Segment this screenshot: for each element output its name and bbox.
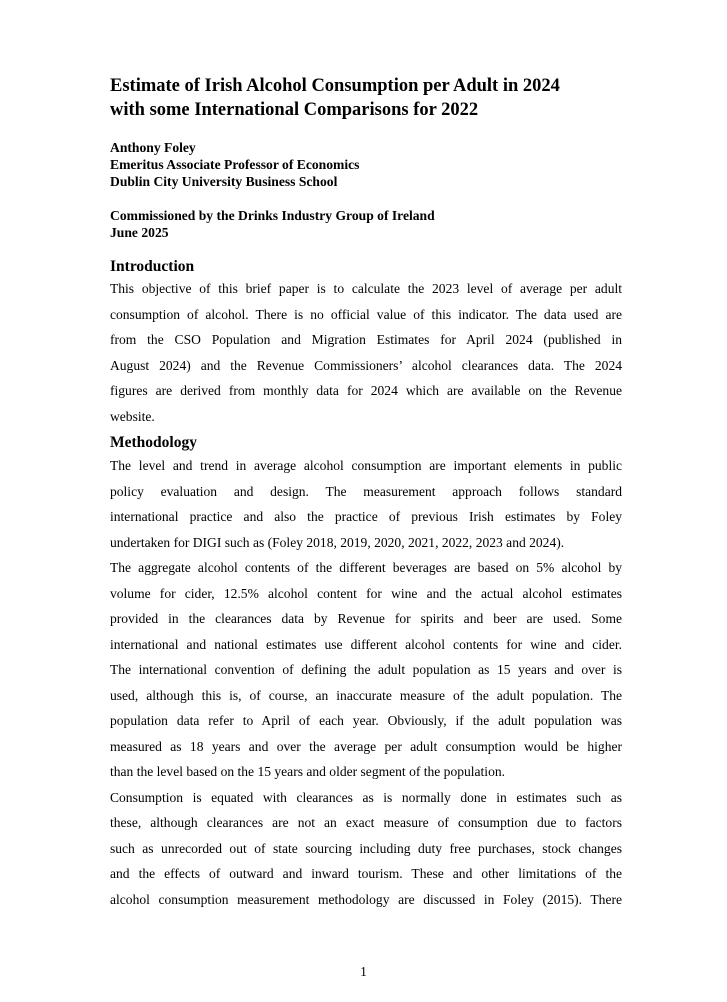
section-heading-introduction: Introduction <box>110 258 195 275</box>
paragraph-line: alcohol consumption measurement methodology are discussed in Foley (2015). There <box>110 891 622 907</box>
paragraph <box>110 785 622 913</box>
paragraph-line: volume for cider, 12.5% alcohol content for wine and the actual alcohol estimates <box>110 585 622 601</box>
paragraph-line: these, although clearances are not an exact measure of consumption due to factors <box>110 815 622 830</box>
paragraph <box>110 555 622 785</box>
commission-statement: Commissioned by the Drinks Industry Group of Ireland <box>110 208 435 223</box>
paragraph-line: international and national estimates use different alcohol contents for wine and cider. <box>110 636 622 652</box>
paragraph-line: website. <box>110 408 155 424</box>
title-line: Estimate of Irish Alcohol Consumption per Adult in 2024 <box>110 76 560 96</box>
paragraph-line: This objective of this brief paper is to calculate the 2023 level of average per adult <box>110 281 622 296</box>
page-number: 1 <box>360 964 367 979</box>
paragraph-line: used, although this is, of course, an inaccurate measure of the adult population. The <box>110 687 622 703</box>
paragraph-line: international practice and also the practice of previous Irish estimates by Foley <box>110 509 622 524</box>
author-position: Emeritus Associate Professor of Economics <box>110 157 360 172</box>
paragraph-line: from the CSO Population and Migration Estimates for April 2024 (published in <box>110 332 622 347</box>
paragraph-line: August 2024) and the Revenue Commissioners’ alcohol clearances data. The 2024 <box>110 357 622 373</box>
paragraph-line: undertaken for DIGI such as (Foley 2018, 2019, 2020, 2021, 2022, 2023 and 2024). <box>110 534 565 550</box>
paragraph <box>110 453 622 555</box>
paragraph-line: The level and trend in average alcohol consumption are important elements in public <box>110 458 622 473</box>
paragraph-line: consumption of alcohol. There is no official value of this indicator. The data used are <box>110 306 622 322</box>
paragraph-line: policy evaluation and design. The measurement approach follows standard <box>110 483 622 499</box>
commission-block <box>110 207 622 241</box>
paragraph-line: population data refer to April of each year. Obviously, if the adult population was <box>110 713 622 728</box>
page-content <box>110 74 622 912</box>
author-name: Anthony Foley <box>110 140 196 155</box>
author-institution: Dublin City University Business School <box>110 174 338 189</box>
paragraph-line: The international convention of defining the adult population as 15 years and over is <box>110 662 622 677</box>
paragraph-line: Consumption is equated with clearances as is normally done in estimates such as <box>110 789 622 805</box>
paragraph-line: figures are derived from monthly data for 2024 which are available on the Revenue <box>110 383 622 398</box>
title-line: with some International Comparisons for 2022 <box>110 100 479 120</box>
paragraph-line: The aggregate alcohol contents of the different beverages are based on 5% alcohol by <box>110 560 622 575</box>
author-block <box>110 139 622 190</box>
publication-date: June 2025 <box>110 225 169 240</box>
paragraph-line: measured as 18 years and over the average per adult consumption would be higher <box>110 738 622 754</box>
paragraph-line: than the level based on the 15 years and older segment of the population. <box>110 764 506 779</box>
paragraph <box>110 276 622 429</box>
paragraph-line: and the effects of outward and inward tourism. These and other limitations of the <box>110 866 622 881</box>
document-title <box>110 74 622 122</box>
paragraph-line: provided in the clearances data by Revenue for spirits and beer are used. Some <box>110 611 622 626</box>
paragraph-line: such as unrecorded out of state sourcing including duty free purchases, stock changes <box>110 840 622 856</box>
section-heading-methodology: Methodology <box>110 434 197 451</box>
